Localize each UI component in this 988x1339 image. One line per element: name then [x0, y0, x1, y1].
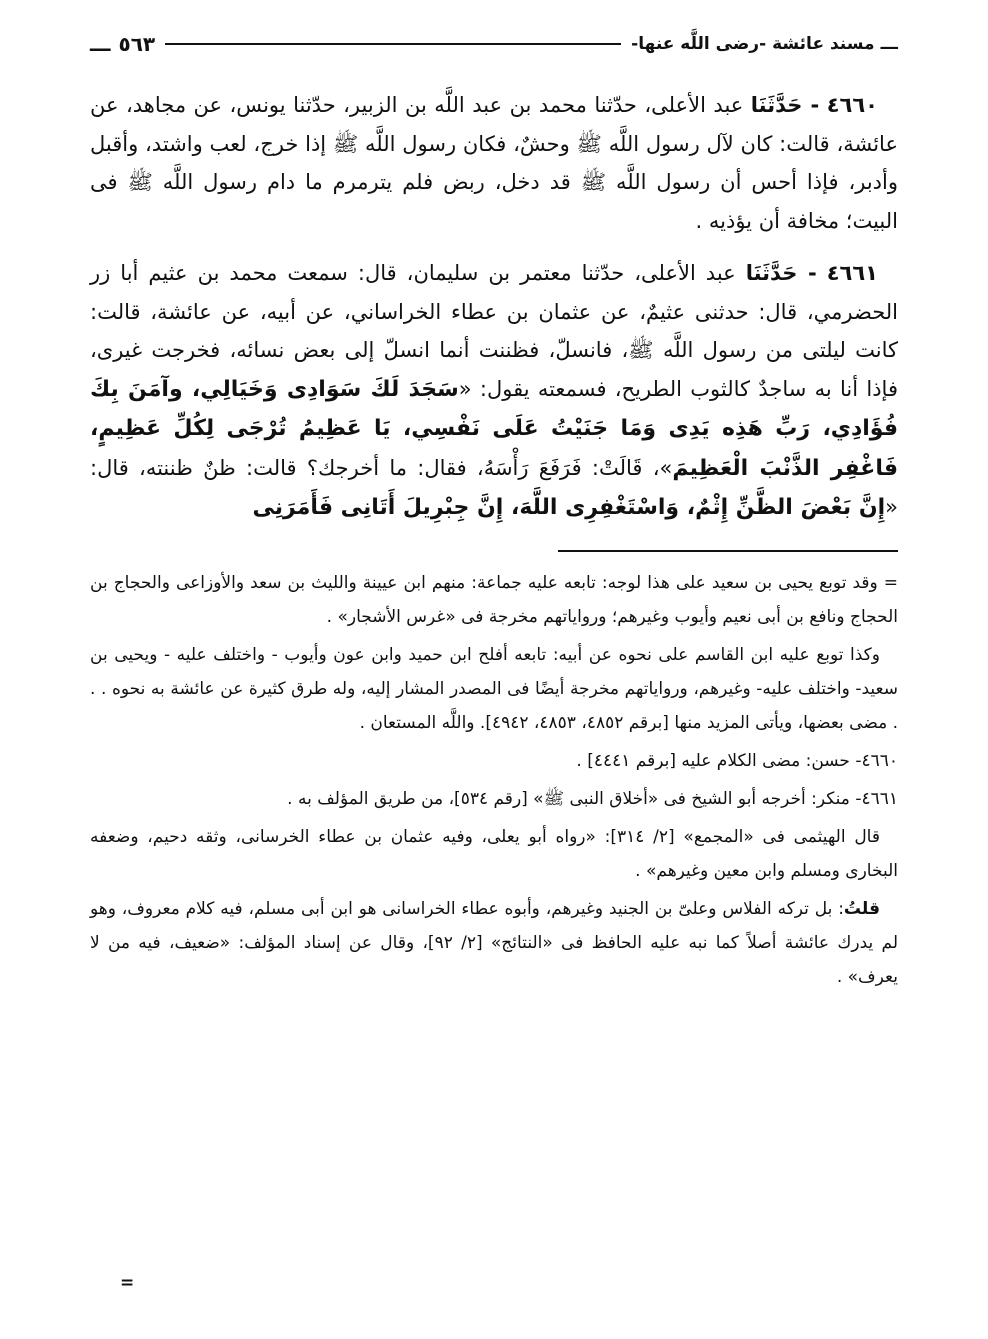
hadith-lead: - حَدَّثَنَا — [745, 261, 817, 285]
hadith-lead: - حَدَّثَنَا — [750, 93, 820, 117]
page-number: ٥٦٣ — [118, 32, 156, 56]
editor-comment-text: : بل تركه الفلاس وعلىّ بن الجنيد وغيرهم، وأبوه عطاء الخراسانى هو ابن أبى مسلم، فيه كلام معروف، وهو لم يدرك عائشة أصلاً كما نبه عليه الحافظ فى «النتائج» [٢/ ٩٢]، وقال عن إسناد المؤلف: «ضعيف، فيه من لا يعرف» . — [90, 898, 899, 987]
hadith-number: ٤٦٦١ — [826, 261, 878, 285]
header-title-group — [631, 34, 898, 54]
footnote-4660: ٤٦٦٠- حسن: مضى الكلام عليه [برقم ٤٤٤١] . — [576, 750, 898, 771]
prophetic-quote-2: إِنَّ بَعْضَ الظَّنِّ إِثْمٌ، وَاسْتَغْفِرِى اللَّهَ، إِنَّ جِبْرِيلَ أَتَانِى فَأَمَرَنِى — [252, 495, 886, 520]
footnote-editor-comment — [90, 892, 898, 994]
page — [90, 20, 898, 1319]
page-number-dash: ـــ — [90, 32, 111, 56]
main-text — [90, 86, 898, 528]
editor-label: قلتُ — [843, 898, 880, 919]
footnote-haythami: قال الهيثمى فى «المجمع» [٢/ ٣١٤]: «رواه أبو يعلى، وفيه عثمان بن عطاء الخرسانى، وثقه دحيم، وضعفه البخارى ومسلم وابن معين وغيرهم» . — [90, 826, 898, 881]
footnote-4661: ٤٦٦١- منكر: أخرجه أبو الشيخ فى «أخلاق النبى ﷺ» [رقم ٥٣٤]، من طريق المؤلف به . — [287, 788, 898, 809]
header-rule — [165, 43, 621, 45]
header-title: مسند عائشة -رضى اللَّه عنها- — [631, 34, 875, 54]
hadith-text-mid: »، قَالَتْ: فَرَفَعَ رَأْسَهُ، فقال: ما أخرجك؟ قالت: ظنٌ ظننته، قال: « — [90, 455, 898, 519]
footnote-separator — [558, 550, 898, 552]
header-title-dash: ـــ — [880, 34, 898, 54]
footnote-continuation: = وقد توبع يحيى بن سعيد على هذا لوجه: تابعه عليه جماعة: منهم ابن عيينة والليث بن سعد والأوزاعى والحجاج بن الحجاج ونافع بن أبى نعيم وأيوب وغيرهم؛ ورواياتهم مخرجة فى «غرس الأشجار» . — [90, 572, 898, 627]
hadith-text: عبد الأعلى، حدّثنا معتمر بن سليمان، قال: سمعت محمد بن عثيم أبا زر الحضرمي، قال: حدثنى عثيمٌ، عن عثمان بن عطاء الخراساني، عن أبيه، عن عائشة، قالت: كانت ليلتى من رسول اللَّه ﷺ، فانسلّ، فظننت أنما انسلّ إلى بعض نسائه، فخرجت غيرى، فإذا أنا به ساجدٌ كالثوب الطريح، فسمعته يقول: « — [90, 261, 898, 401]
continuation-mark: = — [120, 1273, 135, 1293]
footnotes — [90, 566, 898, 994]
page-number-group — [90, 32, 155, 56]
footnote-paragraph: وكذا توبع عليه ابن القاسم على نحوه عن أبيه: تابعه أفلح ابن حميد وابن عون وأيوب - واختلف عليه - ويحيى بن سعيد- واختلف عليه- وغيرهم، ورواياتهم مخرجة أيضًا فى المصدر المشار إليه، وله طرق كثيرة عن عائشة به نحوه . . . مضى بعضها، ويأتى المزيد منها [برقم ٤٨٥٢، ٤٨٥٣، ٤٩٤٢]. واللَّه المستعان . — [90, 644, 898, 733]
running-header — [90, 20, 898, 68]
prophetic-quote-1: سَجَدَ لَكَ سَوَادِى وَخَيَالِي، وآمَنَ بِكَ فُؤَادِي، رَبِّ هَذِه يَدِى وَمَا جَنَيْتُ عَلَى نَفْسِي، يَا عَظِيمُ تُرْجَى لِكُلِّ عَظِيمٍ، فَاغْفِر الذَّنْبَ الْعَظِيمَ — [90, 376, 898, 481]
hadith-4661 — [90, 254, 898, 528]
hadith-number: ٤٦٦٠ — [826, 93, 878, 117]
hadith-text: عبد الأعلى، حدّثنا محمد بن عبد اللَّه بن الزبير، حدّثنا يونس، عن مجاهد، عن عائشة، قالت: كان لآل رسول اللَّه ﷺ وحشٌ، فكان رسول اللَّه ﷺ إذا خرج، لعب واشتد، وأقبل وأدبر، فإذا أحس أن رسول اللَّه ﷺ قد دخل، ربض فلم يترمرم ما دام رسول اللَّه ﷺ فى البيت؛ مخافة أن يؤذيه . — [90, 93, 898, 233]
hadith-4660 — [90, 86, 898, 240]
